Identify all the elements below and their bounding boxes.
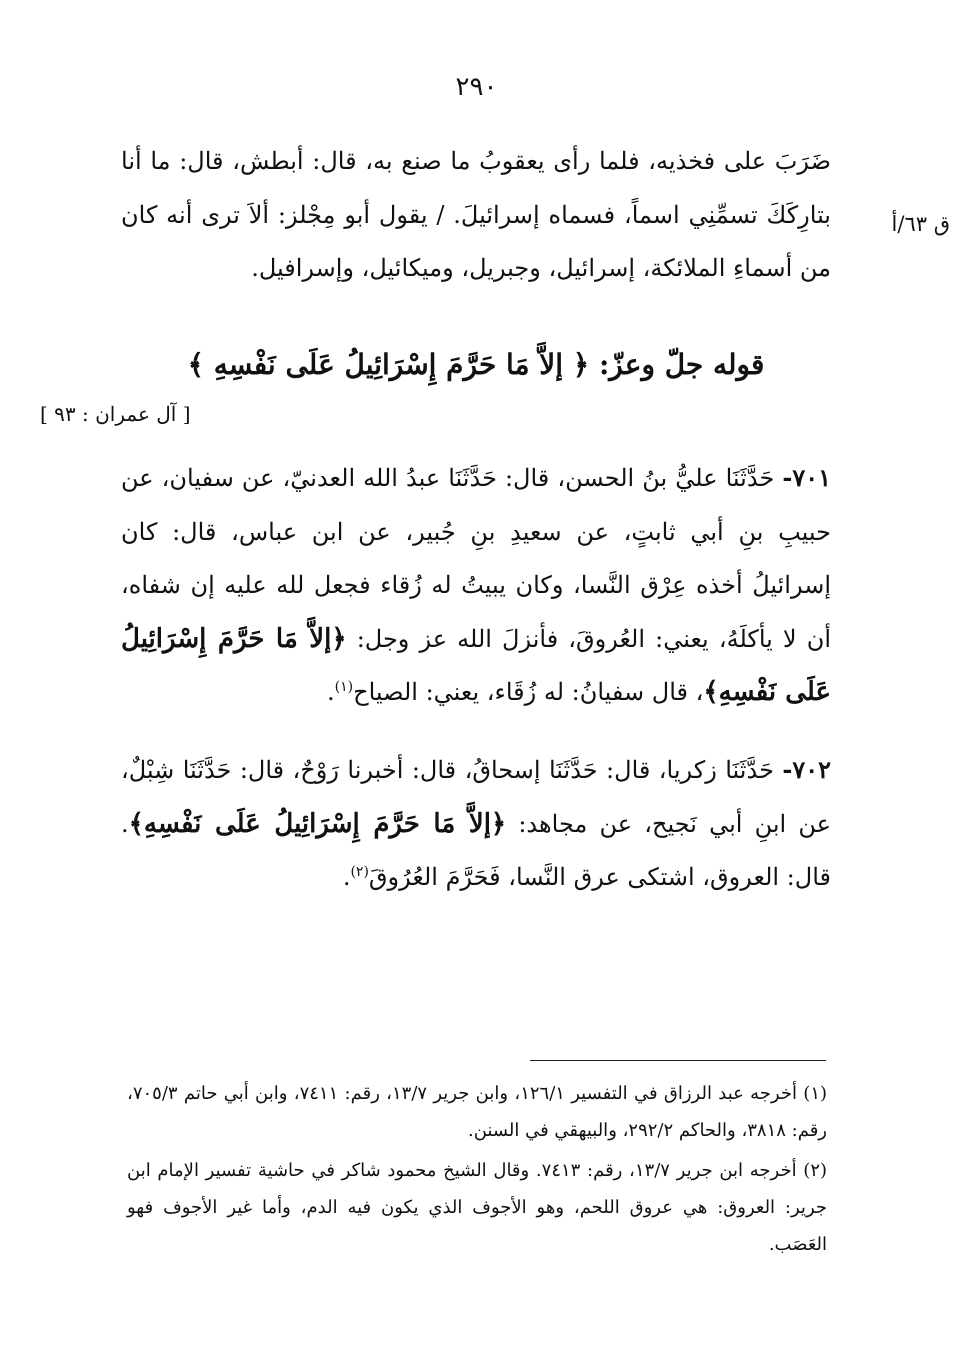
narration-text: . قال: العروق، اشتكى عرق النَّسا، فَحَرَّمَ العُرُوقَ [121, 809, 831, 891]
footnote-divider [530, 1060, 826, 1061]
narration-number: ٧٠١- [782, 463, 831, 492]
narration-text: حَدَّثَنَا عليُّ بنُ الحسن، قال: حَدَّثَنَا عبدُ الله العدنيّ، عن سفيان، عن حبيبِ بنِ أبي ثابتٍ، عن سعيدِ بنِ جُبير، عن ابن عباس، قال: كان إسرائيلُ أخذه عِرْق النَّسا، وكان يبيتُ له زُقاء فجعل لله عليه إن شفاه، أن لا يأكلَهُ، يعني: العُروقَ، فأنزلَ الله عز وجل: [121, 464, 831, 653]
footnote-marker: (١) [334, 679, 354, 695]
footnote-2: (٢) أخرجه ابن جرير ١٣/٧، رقم: ٧٤١٣. وقال الشيخ محمود شاكر في حاشية تفسير الإمام ابن جرير: العروق: هي عروق اللحم، وهو الأجوف الذي يكون فيه الدم، وأما غير الأجوف فهو العَصَب. [127, 1160, 828, 1255]
heading-prefix: قوله جلّ وعزّ: [598, 348, 765, 381]
footnote-1: (١) أخرجه عبد الرزاق في التفسير ١٢٦/١، وابن جرير ١٣/٧، رقم: ٧٤١١، وابن أبي حاتم ٧٠٥/٣، رقم: ٣٨١٨، والحاكم ٢٩٢/٢، والبيهقي في السنن. [127, 1083, 828, 1141]
narration-end: . [342, 863, 351, 891]
narration-number: ٧٠٢- [782, 755, 831, 784]
intro-paragraph: ضَرَبَ على فخذيه، فلما رأى يعقوبُ ما صنع به، قال: أبطش، قال: ما أنا بتارِكَكَ تسمِّنِي اسماً، فسماه إسرائيلَ. / يقول أبو مِجْلز: ألاَ ترى أنه كان من أسماءِ الملائكة، إسرائيل، وجبريل، وميكائيل، وإسرافيل. [121, 147, 832, 282]
narration-text: ، قال سفيانُ: له زُقَاء، يعني: الصياح [353, 678, 704, 706]
footnotes [127, 1075, 827, 1266]
quran-quote: ﴿إلاَّ مَا حَرَّمَ إِسْرَائِيلُ عَلَى نَفْسِهِ﴾ [128, 808, 507, 839]
ayah-reference: [ آل عمران : ٩٣ ] [40, 402, 191, 426]
section-heading [121, 338, 831, 392]
manuscript-folio-note: ق ٦٣/أ [891, 212, 950, 236]
narration-end: . [327, 678, 335, 706]
quran-quote: ﴿إلاَّ مَا حَرَّمَ إِسْرَائِيلُ عَلَى نَفْسِهِ﴾ [121, 623, 831, 707]
footnote-marker: (٢) [350, 864, 369, 880]
narration-text: حَدَّثَنَا زكريا، قال: حَدَّثَنَا إسحاقُ، قال: أخبرنا رَوْحٌ، قال: حَدَّثَنَا شِبْلٌ، عن ابنِ أبي نَجيح، عن مجاهد: [121, 756, 831, 838]
heading-ayah: ﴿ إلاَّ مَا حَرَّمَ إِسْرَائِيلُ عَلَى نَفْسِهِ ﴾ [187, 348, 590, 381]
page-number: ٢٩٠ [455, 72, 498, 102]
narration-702 [121, 743, 831, 905]
narration-701 [121, 451, 831, 720]
